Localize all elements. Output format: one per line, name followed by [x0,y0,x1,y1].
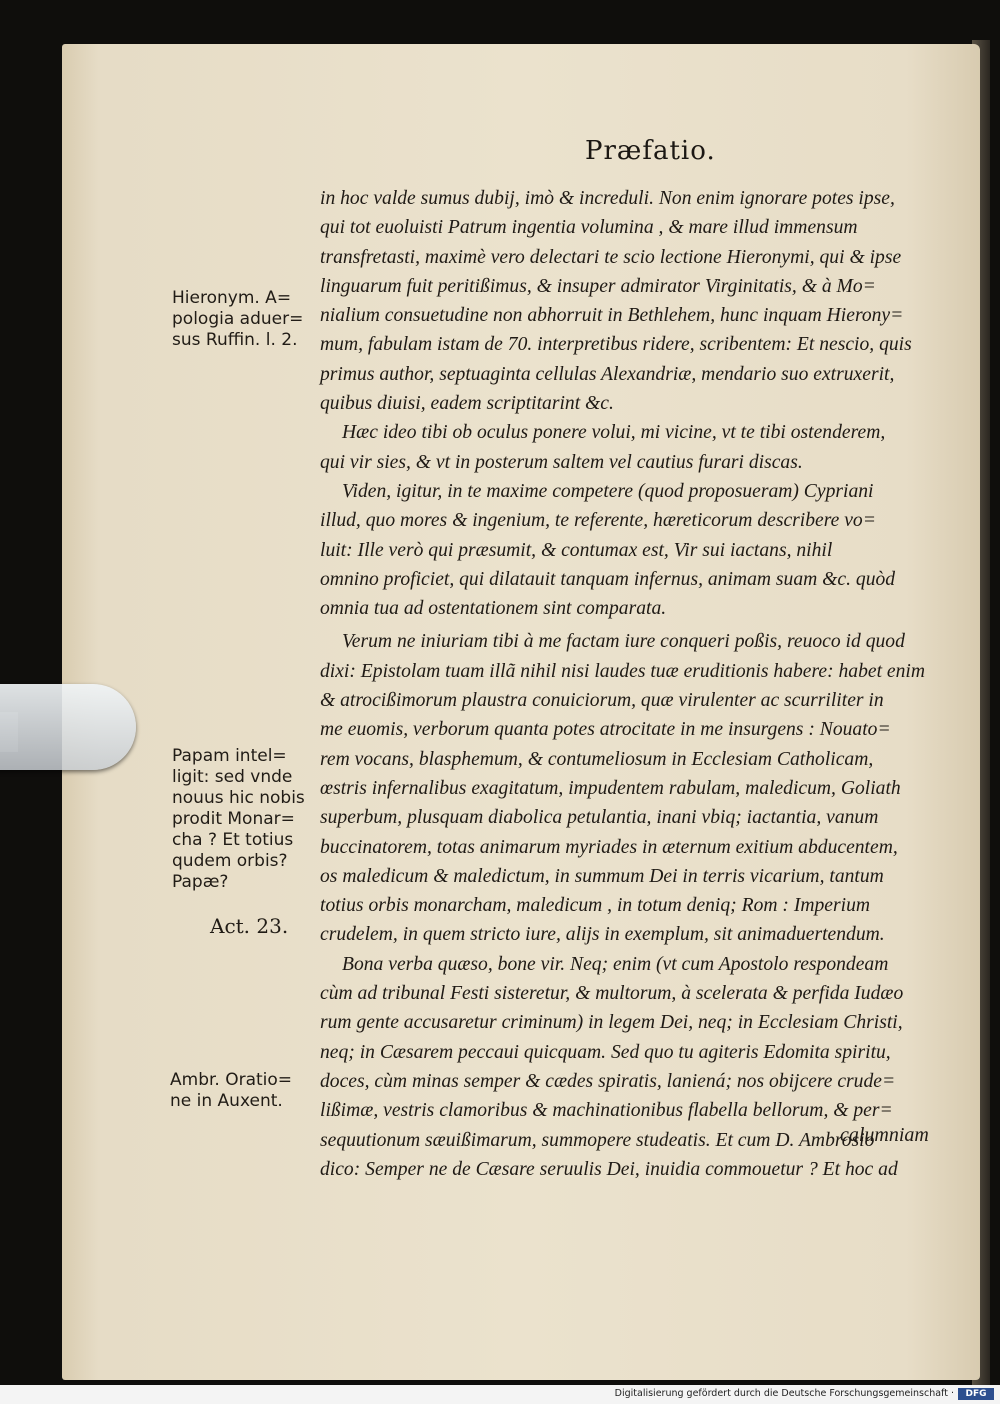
text-line: omnia tua ad ostentationem sint comparata. [320,598,667,620]
text-line: nialium consuetudine non abhorruit in Bethlehem, hunc inquam Hierony= [320,305,904,327]
margin-note-hieronymus [172,288,303,351]
text-line: luit: Ille verò qui præsumit, & contumax est, Vir sui iactans, nihil [320,539,833,561]
text-line: qui vir sies, & vt in posterum saltem vel cautius furari discas. [320,451,803,473]
digitization-footer [0,1385,1000,1404]
text-line: neq; in Cæsarem peccaui quicquam. Sed quo tu agiteris Edomita spiritu, [320,1041,891,1063]
text-line: dixi: Epistolam tuam illã nihil nisi laudes tuæ eruditionis habere: habet enim [320,660,926,682]
text-line: in hoc valde sumus dubij, imò & increduli. Non enim ignorare potes ipse, [320,188,895,209]
note-line: qudem orbis? [172,851,288,871]
text-line: primus author, septuaginta cellulas Alexandriæ, mendario suo extruxerit, [320,363,895,385]
note-line: Act. 23. [210,914,289,938]
text-line: œstris infernalibus exagitatum, impudentem rabulam, maledicum, Goliath [320,777,901,799]
text-line: rem vocans, blasphemum, & contumeliosum in Ecclesiam Catholicam, [320,748,874,770]
text-line: Viden, igitur, in te maxime competere (quod proposueram) Cypriani [342,480,874,502]
text-line: rum gente accusaretur criminum) in legem Dei, neq; in Ecclesiam Christi, [320,1012,903,1034]
text-line: & atrocißimorum plaustra conuiciorum, quæ virulenter ac scurriliter in [320,690,884,712]
note-line: cha ? Et totius [172,830,294,850]
note-line: Papam intel= [172,746,287,766]
note-line: prodit Monar= [172,809,295,829]
note-line: Ambr. Oratio= [170,1070,293,1090]
note-line: ne in Auxent. [170,1091,283,1111]
text-line: Hæc ideo tibi ob oculus ponere volui, mi vicine, vt te tibi ostenderem, [342,422,886,444]
text-line: mum, fabulam istam de 70. interpretibus ridere, scribentem: Et nescio, quis [320,334,912,356]
footer-credit: Digitalisierung gefördert durch die Deutsche Forschungsgemeinschaft · [614,1388,954,1399]
text-line: Bona verba quæso, bone vir. Neq; enim (vt cum Apostolo respondeam [342,953,889,975]
note-line: ligit: sed vnde [172,767,293,787]
text-line: illud, quo mores & ingenium, te referente, hæreticorum describere vo= [320,510,876,532]
catchword: calumniam [840,1124,929,1146]
text-line: superbum, plusquam diabolica petulantia, inani vbiq; iactantia, vanum [320,807,879,829]
text-line: os maledicum & maledictum, in summum Dei in terris vicarium, tantum [320,865,884,887]
running-header: Præfatio. [585,136,716,166]
text-line: doces, cùm minas semper & cædes spiratis, laniená; nos obijcere crude= [320,1070,896,1092]
main-text-block [320,184,960,1184]
note-line: Hieronym. A= [172,288,292,308]
margin-note-acts [210,916,288,937]
text-line: cùm ad tribunal Festi sisteretur, & multorum, à scelerata & perfida Iudæo [320,983,904,1005]
note-line: pologia aduer= [172,309,304,329]
text-line: dico: Semper ne de Cæsare seruulis Dei, inuidia commouetur ? Et hoc ad [320,1158,898,1180]
note-line: sus Ruffin. l. 2. [172,330,298,350]
text-line: Verum ne iniuriam tibi à me factam iure conqueri poßis, reuoco id quod [342,631,905,653]
text-line: transfretasti, maximè vero delectari te scio lectione Hieronymi, qui & ipse [320,246,902,268]
note-line: nouus hic nobis [172,788,305,808]
text-line: crudelem, in quem stricto iure, alijs in exemplum, sit animaduertendum. [320,924,885,946]
dfg-logo: DFG [958,1388,994,1400]
text-line: totius orbis monarcham, maledicum , in totum deniq; Rom : Imperium [320,895,871,917]
margin-note-papam [172,746,305,893]
text-line: sequutionum sæuißimarum, summopere studeatis. Et cum D. Ambrosio [320,1129,875,1151]
text-line: me euomis, verborum quanta potes atrocitate in me insurgens : Nouato= [320,719,891,741]
margin-note-ambrosius [170,1070,292,1112]
note-line: Papæ? [172,872,229,892]
text-line: quibus diuisi, eadem scriptitarint &c. [320,393,614,415]
text-line: linguarum fuit peritißimus, & insuper admirator Virginitatis, & à Mo= [320,275,876,297]
text-line: omnino proficiet, qui dilatauit tanquam infernus, animam suam &c. quòd [320,568,896,590]
page-clip [0,684,136,770]
text-line: qui tot euoluisti Patrum ingentia volumina , & mare illud immensum [320,217,858,239]
text-line: buccinatorem, totas animarum myriades in æternum exitium abducentem, [320,836,898,858]
text-line: lißimæ, vestris clamoribus & machinationibus flabella bellorum, & per= [320,1100,893,1122]
